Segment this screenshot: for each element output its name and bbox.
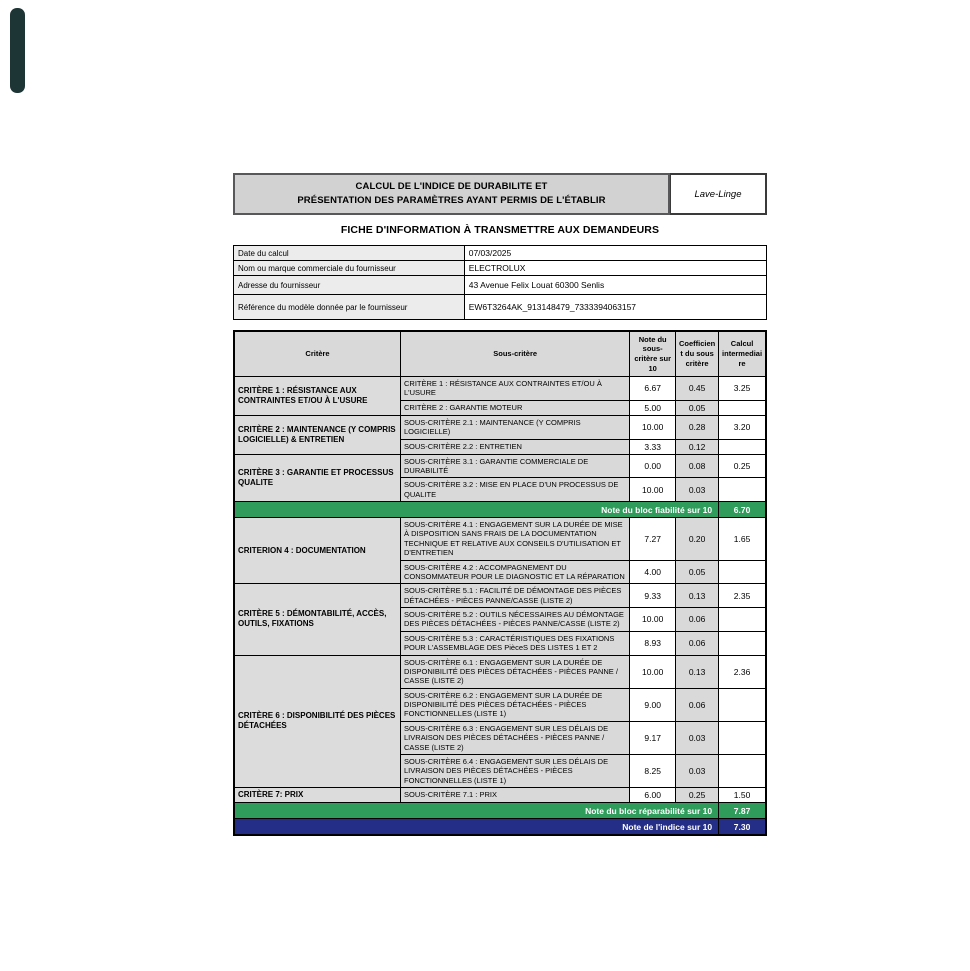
criterion-cell: CRITÈRE 7: PRIX bbox=[234, 788, 401, 803]
summary-value: 7.30 bbox=[719, 819, 766, 836]
sub-criterion-cell: SOUS-CRITÈRE 7.1 : PRIX bbox=[401, 788, 630, 803]
sub-criterion-cell: SOUS-CRITÈRE 6.1 : ENGAGEMENT SUR LA DURÉE DE DISPONIBILITÉ DES PIÈCES DÉTACHÉES - PIÈCES PANNE / CASSE (LISTE 2) bbox=[401, 655, 630, 688]
sub-criterion-cell: CRITÈRE 2 : GARANTIE MOTEUR bbox=[401, 400, 630, 415]
calc-cell bbox=[719, 608, 766, 632]
coefficient-cell: 0.03 bbox=[676, 754, 719, 787]
note-cell: 10.00 bbox=[630, 608, 676, 632]
criteria-header-cell: Coefficient du sous critère bbox=[676, 331, 719, 377]
supplier-info-table bbox=[233, 245, 767, 320]
calc-cell bbox=[719, 721, 766, 754]
info-row bbox=[234, 295, 767, 320]
criterion-cell: CRITÈRE 5 : DÉMONTABILITÉ, ACCÈS, OUTILS, FIXATIONS bbox=[234, 584, 401, 655]
note-cell: 6.00 bbox=[630, 788, 676, 803]
note-cell: 6.67 bbox=[630, 377, 676, 401]
calc-cell: 3.25 bbox=[719, 377, 766, 401]
note-cell: 0.00 bbox=[630, 454, 676, 478]
coefficient-cell: 0.13 bbox=[676, 584, 719, 608]
summary-value: 7.87 bbox=[719, 803, 766, 819]
criteria-table bbox=[233, 330, 767, 836]
sub-criterion-cell: SOUS-CRITÈRE 5.3 : CARACTÉRISTIQUES DES FIXATIONS POUR L'ASSEMBLAGE DES PièceS DES LISTES 1 ET 2 bbox=[401, 631, 630, 655]
info-row-value: 43 Avenue Felix Louat 60300 Senlis bbox=[464, 276, 766, 295]
note-cell: 3.33 bbox=[630, 439, 676, 454]
coefficient-cell: 0.28 bbox=[676, 415, 719, 439]
info-row-label: Nom ou marque commerciale du fournisseur bbox=[234, 261, 465, 276]
criteria-header-row bbox=[234, 331, 766, 377]
calc-cell: 1.65 bbox=[719, 518, 766, 561]
sub-criterion-cell: SOUS-CRITÈRE 3.1 : GARANTIE COMMERCIALE DE DURABILITÉ bbox=[401, 454, 630, 478]
criteria-row bbox=[234, 584, 766, 608]
coefficient-cell: 0.03 bbox=[676, 478, 719, 502]
info-row bbox=[234, 246, 767, 261]
coefficient-cell: 0.13 bbox=[676, 655, 719, 688]
coefficient-cell: 0.25 bbox=[676, 788, 719, 803]
summary-row bbox=[234, 803, 766, 819]
coefficient-cell: 0.05 bbox=[676, 560, 719, 584]
note-cell: 10.00 bbox=[630, 655, 676, 688]
note-cell: 7.27 bbox=[630, 518, 676, 561]
note-cell: 10.00 bbox=[630, 478, 676, 502]
product-type-box bbox=[670, 173, 767, 215]
criteria-row bbox=[234, 655, 766, 688]
coefficient-cell: 0.20 bbox=[676, 518, 719, 561]
criterion-cell: CRITÈRE 1 : RÉSISTANCE AUX CONTRAINTES ET/OU À L'USURE bbox=[234, 377, 401, 416]
calc-cell bbox=[719, 400, 766, 415]
sub-criterion-cell: SOUS-CRITÈRE 2.1 : MAINTENANCE (Y COMPRIS LOGICIELLE) bbox=[401, 415, 630, 439]
info-row-value: EW6T3264AK_913148479_7333394063157 bbox=[464, 295, 766, 320]
sub-criterion-cell: SOUS-CRITÈRE 5.2 : OUTILS NÉCESSAIRES AU DÉMONTAGE DES PIÈCES DÉTACHÉES - PIÈCES PANNE/CASSE (LISTE 2) bbox=[401, 608, 630, 632]
info-row bbox=[234, 276, 767, 295]
calc-cell: 1.50 bbox=[719, 788, 766, 803]
calc-cell: 2.35 bbox=[719, 584, 766, 608]
criteria-row bbox=[234, 518, 766, 561]
document-title-line2: PRÉSENTATION DES PARAMÈTRES AYANT PERMIS DE L'ÉTABLIR bbox=[297, 195, 606, 206]
calc-cell bbox=[719, 478, 766, 502]
note-cell: 8.93 bbox=[630, 631, 676, 655]
sub-criterion-cell: SOUS-CRITÈRE 2.2 : ENTRETIEN bbox=[401, 439, 630, 454]
document-subtitle: FICHE D'INFORMATION À TRANSMETTRE AUX DEMANDEURS bbox=[340, 224, 660, 236]
note-cell: 4.00 bbox=[630, 560, 676, 584]
summary-label: Note du bloc fiabilité sur 10 bbox=[234, 502, 719, 518]
criterion-cell: CRITÈRE 6 : DISPONIBILITÉ DES PIÈCES DÉTACHÉES bbox=[234, 655, 401, 788]
criteria-row bbox=[234, 454, 766, 478]
coefficient-cell: 0.06 bbox=[676, 688, 719, 721]
document bbox=[233, 173, 767, 836]
calc-cell: 2.36 bbox=[719, 655, 766, 688]
sub-criterion-cell: SOUS-CRITÈRE 4.1 : ENGAGEMENT SUR LA DURÉE DE MISE À DISPOSITION SANS FRAIS DE LA DOCUMENTATION TECHNIQUE ET RELATIVE AUX CONSEILS D'UTILISATION ET D'ENTRETIEN bbox=[401, 518, 630, 561]
calc-cell bbox=[719, 754, 766, 787]
calc-cell bbox=[719, 560, 766, 584]
coefficient-cell: 0.03 bbox=[676, 721, 719, 754]
calc-cell bbox=[719, 631, 766, 655]
note-cell: 9.00 bbox=[630, 688, 676, 721]
criteria-header-cell: Sous-critère bbox=[401, 331, 630, 377]
criteria-row bbox=[234, 377, 766, 401]
criterion-cell: CRITÈRE 2 : MAINTENANCE (Y COMPRIS LOGICIELLE) & ENTRETIEN bbox=[234, 415, 401, 454]
sub-criterion-cell: SOUS-CRITÈRE 5.1 : FACILITÉ DE DÉMONTAGE DES PIÈCES DÉTACHÉES - PIÈCES PANNE/CASSE (LISTE 2) bbox=[401, 584, 630, 608]
sub-criterion-cell: SOUS-CRITÈRE 6.2 : ENGAGEMENT SUR LA DURÉE DE DISPONIBILITÉ DES PIÈCES DÉTACHÉES - PIÈCES FONCTIONNELLES (LISTE 1) bbox=[401, 688, 630, 721]
note-cell: 10.00 bbox=[630, 415, 676, 439]
criteria-header-cell: Note du sous-critère sur 10 bbox=[630, 331, 676, 377]
document-title-line1: CALCUL DE L'INDICE DE DURABILITE ET bbox=[355, 181, 548, 193]
sub-criterion-cell: SOUS-CRITÈRE 6.4 : ENGAGEMENT SUR LES DÉLAIS DE LIVRAISON DES PIÈCES DÉTACHÉES - PIÈCES FONCTIONNELLES (LISTE 1) bbox=[401, 754, 630, 787]
criteria-row bbox=[234, 788, 766, 803]
sub-criterion-cell: SOUS-CRITÈRE 6.3 : ENGAGEMENT SUR LES DÉLAIS DE LIVRAISON DES PIÈCES DÉTACHÉES - PIÈCES PANNE / CASSE (LISTE 2) bbox=[401, 721, 630, 754]
note-cell: 9.33 bbox=[630, 584, 676, 608]
coefficient-cell: 0.08 bbox=[676, 454, 719, 478]
sub-criterion-cell: SOUS-CRITÈRE 4.2 : ACCOMPAGNEMENT DU CONSOMMATEUR POUR LE DIAGNOSTIC ET LA RÉPARATION bbox=[401, 560, 630, 584]
summary-label: Note de l'indice sur 10 bbox=[234, 819, 719, 836]
info-row-label: Référence du modèle donnée par le fournisseur bbox=[234, 295, 465, 320]
coefficient-cell: 0.12 bbox=[676, 439, 719, 454]
sub-criterion-cell: SOUS-CRITÈRE 3.2 : MISE EN PLACE D'UN PROCESSUS DE QUALITE bbox=[401, 478, 630, 502]
calc-cell bbox=[719, 439, 766, 454]
sub-criterion-cell: CRITÈRE 1 : RÉSISTANCE AUX CONTRAINTES ET/OU À L'USURE bbox=[401, 377, 630, 401]
info-row-label: Adresse du fournisseur bbox=[234, 276, 465, 295]
note-cell: 9.17 bbox=[630, 721, 676, 754]
info-row-value: ELECTROLUX bbox=[464, 261, 766, 276]
criterion-cell: CRITERION 4 : DOCUMENTATION bbox=[234, 518, 401, 584]
coefficient-cell: 0.06 bbox=[676, 631, 719, 655]
criteria-header-cell: Critère bbox=[234, 331, 401, 377]
criteria-row bbox=[234, 415, 766, 439]
document-title-box bbox=[233, 173, 670, 215]
criterion-cell: CRITÈRE 3 : GARANTIE ET PROCESSUS QUALITE bbox=[234, 454, 401, 502]
calc-cell: 0.25 bbox=[719, 454, 766, 478]
note-cell: 5.00 bbox=[630, 400, 676, 415]
calc-cell: 3.20 bbox=[719, 415, 766, 439]
summary-row bbox=[234, 502, 766, 518]
summary-value: 6.70 bbox=[719, 502, 766, 518]
criteria-header-cell: Calcul intermediaire bbox=[719, 331, 766, 377]
summary-row bbox=[234, 819, 766, 836]
info-row-value: 07/03/2025 bbox=[464, 246, 766, 261]
dark-corner-bar bbox=[10, 8, 25, 93]
summary-label: Note du bloc réparabilité sur 10 bbox=[234, 803, 719, 819]
coefficient-cell: 0.45 bbox=[676, 377, 719, 401]
coefficient-cell: 0.05 bbox=[676, 400, 719, 415]
coefficient-cell: 0.06 bbox=[676, 608, 719, 632]
note-cell: 8.25 bbox=[630, 754, 676, 787]
product-type-label: Lave-Linge bbox=[694, 188, 742, 200]
info-row bbox=[234, 261, 767, 276]
info-row-label: Date du calcul bbox=[234, 246, 465, 261]
document-header bbox=[233, 173, 767, 215]
calc-cell bbox=[719, 688, 766, 721]
